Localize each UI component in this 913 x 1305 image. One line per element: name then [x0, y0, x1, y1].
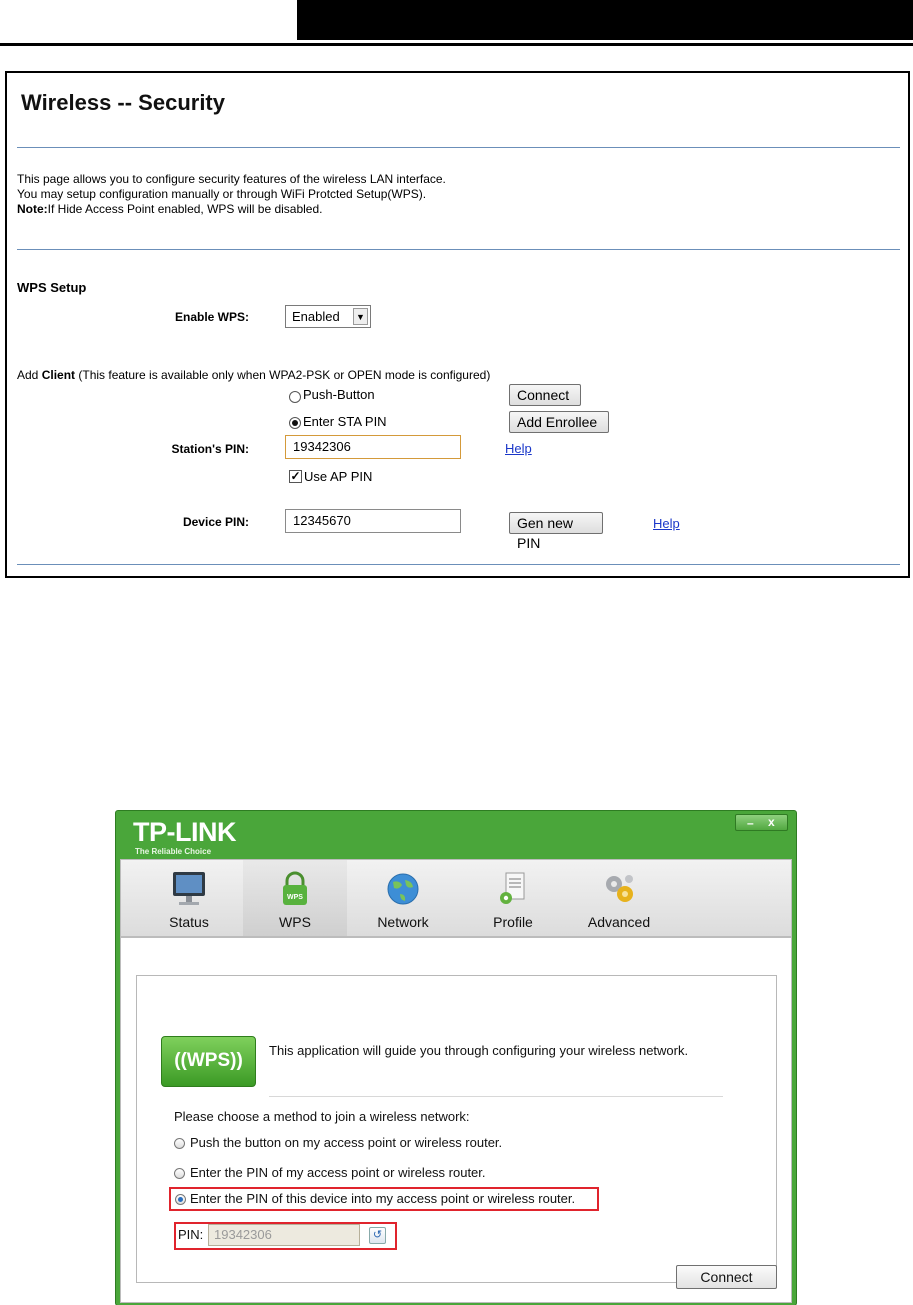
use-ap-pin-label: Use AP PIN	[304, 469, 373, 484]
window-controls	[735, 814, 788, 831]
choose-method-text: Please choose a method to join a wireless network:	[174, 1109, 470, 1124]
close-icon[interactable]: x	[768, 815, 775, 829]
add-client-suffix: (This feature is available only when WPA2-PSK or OPEN mode is configured)	[75, 368, 491, 382]
push-button-label: Push-Button	[303, 387, 375, 402]
pin-input[interactable]: 19342306	[208, 1224, 360, 1246]
device-pin-method-radio[interactable]	[175, 1194, 186, 1205]
add-client-prefix: Add	[17, 368, 42, 382]
push-button-method-radio[interactable]	[174, 1138, 185, 1149]
gears-icon	[599, 870, 639, 908]
tab-status-label: Status	[169, 914, 209, 930]
tab-wps-label: WPS	[279, 914, 311, 930]
tab-network-label: Network	[377, 914, 429, 930]
tab-wps[interactable]	[243, 860, 347, 936]
tab-profile-label: Profile	[493, 914, 533, 930]
description-line-2: You may setup configuration manually or through WiFi Protcted Setup(WPS).	[17, 187, 427, 201]
refresh-icon: ↺	[372, 1229, 383, 1241]
document-header-rule	[0, 43, 913, 46]
chevron-down-icon[interactable]: ▼	[353, 308, 368, 325]
add-client-bold: Client	[41, 368, 76, 382]
wps-intro-text: This application will guide you through configuring your wireless network.	[269, 1043, 689, 1058]
wps-logo-badge	[161, 1036, 256, 1087]
divider	[17, 147, 900, 148]
device-pin-help-link[interactable]: Help	[653, 516, 680, 531]
tp-link-tagline: The Reliable Choice	[135, 847, 212, 856]
tab-profile[interactable]	[461, 860, 565, 936]
tab-status[interactable]	[137, 860, 241, 936]
description-line-1: This page allows you to configure security features of the wireless LAN interface.	[17, 172, 446, 186]
note-line	[17, 202, 322, 216]
refresh-pin-button[interactable]	[369, 1227, 386, 1244]
document-header-bar	[297, 0, 913, 40]
enable-wps-label: Enable WPS:	[174, 310, 249, 324]
wps-lock-icon	[275, 870, 315, 908]
add-enrollee-button[interactable]: Add Enrollee	[509, 411, 609, 433]
push-button-method-label: Push the button on my access point or wireless router.	[190, 1135, 503, 1150]
globe-icon	[383, 870, 423, 908]
device-pin-label: Device PIN:	[182, 515, 249, 529]
radio-selected-dot	[178, 1197, 183, 1202]
device-pin-input[interactable]: 12345670	[285, 509, 461, 533]
svg-text:WPS: WPS	[287, 894, 303, 901]
note-text: If Hide Access Point enabled, WPS will be disabled.	[47, 202, 323, 216]
divider	[17, 564, 900, 565]
tab-network[interactable]	[351, 860, 455, 936]
note-label: Note:	[17, 202, 48, 216]
enter-sta-pin-radio[interactable]	[289, 417, 301, 429]
enter-sta-pin-label: Enter STA PIN	[303, 414, 387, 429]
tp-link-utility-window	[115, 810, 797, 1305]
gen-new-pin-button[interactable]: Gen new PIN	[509, 512, 603, 534]
station-pin-label: Station's PIN:	[171, 442, 249, 456]
divider	[17, 249, 900, 250]
monitor-icon	[169, 870, 209, 908]
device-pin-method-label: Enter the PIN of this device into my access point or wireless router.	[190, 1191, 576, 1206]
add-client-text	[17, 368, 490, 382]
minimize-icon[interactable]: –	[747, 816, 754, 830]
main-nav-bar	[120, 859, 792, 937]
tab-advanced-label: Advanced	[587, 914, 651, 930]
wps-badge-text: ((WPS))	[174, 1050, 243, 1071]
enable-wps-select[interactable]	[285, 305, 371, 328]
ap-pin-method-radio[interactable]	[174, 1168, 185, 1179]
use-ap-pin-checkbox[interactable]: ✓	[290, 469, 301, 483]
profile-document-icon	[493, 870, 533, 908]
radio-selected-dot	[292, 420, 298, 426]
station-pin-input[interactable]: 19342306	[285, 435, 461, 459]
tp-link-logo: TP-LINK	[133, 817, 236, 847]
connect-button[interactable]: Connect	[509, 384, 581, 406]
push-button-radio[interactable]	[289, 391, 301, 403]
section-title-wps-setup: WPS Setup	[17, 280, 87, 295]
separator	[269, 1096, 723, 1097]
tab-advanced[interactable]	[567, 860, 671, 936]
pin-label: PIN:	[178, 1227, 204, 1242]
enable-wps-selected-value: Enabled	[292, 309, 340, 324]
station-pin-help-link[interactable]: Help	[505, 441, 532, 456]
connect-button[interactable]: Connect	[676, 1265, 777, 1289]
router-wps-page-panel	[5, 71, 910, 578]
page-title: Wireless -- Security	[21, 90, 225, 115]
ap-pin-method-label: Enter the PIN of my access point or wireless router.	[190, 1165, 486, 1180]
